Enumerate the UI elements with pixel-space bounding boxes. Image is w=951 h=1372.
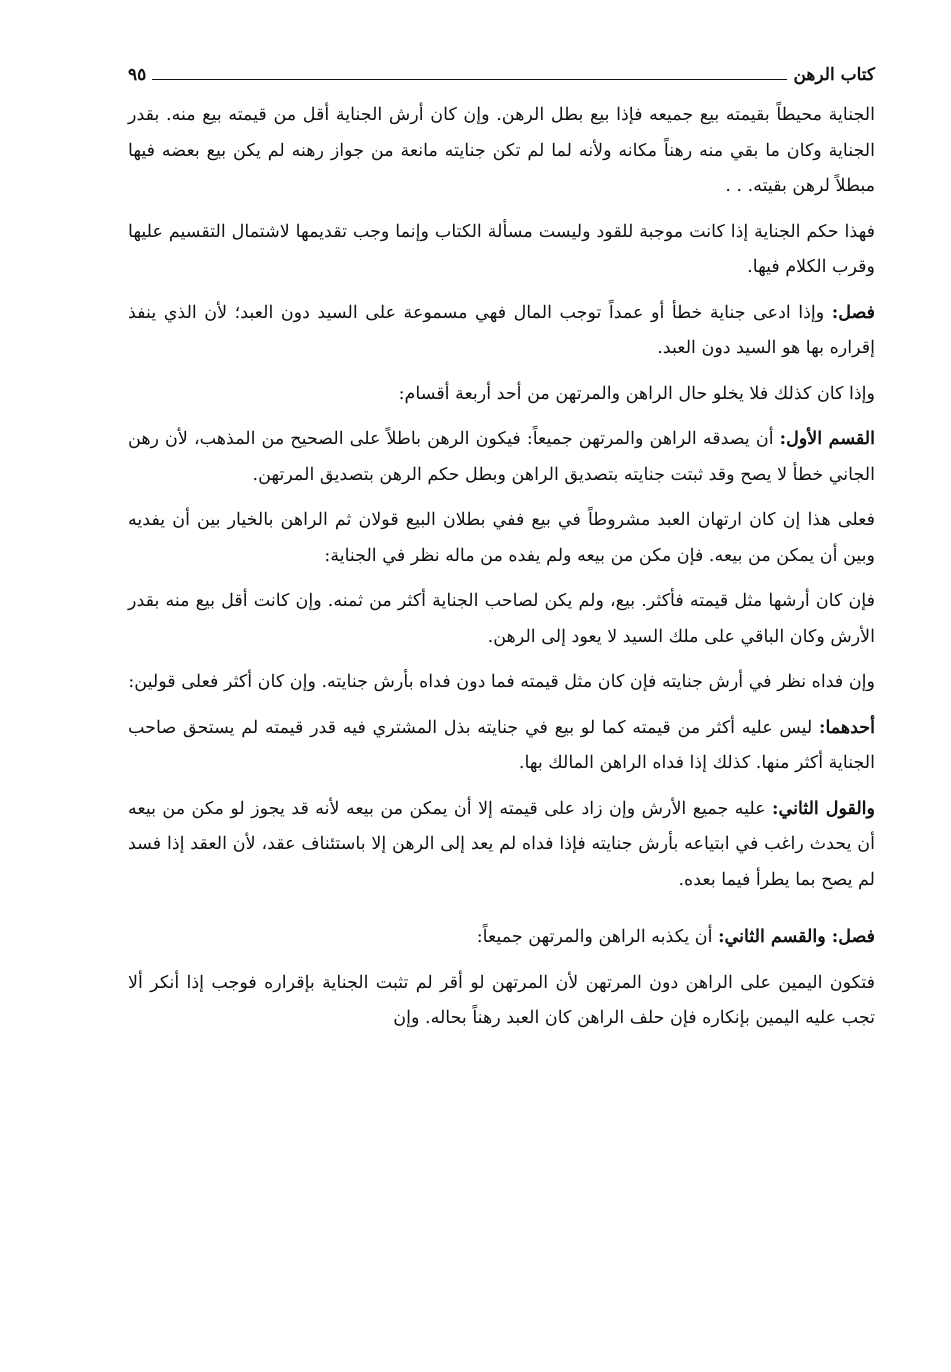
header-rule [152, 79, 787, 80]
paragraph-text: فهذا حكم الجناية إذا كانت موجبة للقود وليست مسألة الكتاب وإنما وجب تقديمها لاشتمال التقسيم عليها وقرب الكلام فيها. [128, 221, 875, 277]
paragraph-text: فعلى هذا إن كان ارتهان العبد مشروطاً في بيع ففي بطلان البيع قولان ثم الراهن بالخيار بين أن يفديه وبين أن يمكن من بيعه. فإن مكن من بيعه ولم يفده من ماله نظر في الجناية: [128, 510, 875, 566]
paragraph-8 [128, 665, 875, 701]
document-page [128, 60, 875, 1350]
paragraph-6 [128, 503, 875, 574]
heading-first-opinion: أحدهما: [818, 717, 875, 738]
paragraph-7 [128, 584, 875, 655]
paragraph-text: فإن كان أرشها مثل قيمته فأكثر. بيع، ولم يكن لصاحب الجناية أكثر من ثمنه. وإن كانت أقل بيع منه بقدر الأرش وكان الباقي على ملك السيد لا يعود إلى الرهن. [128, 591, 875, 647]
paragraph-10 [128, 792, 875, 899]
paragraph-text: أن يكذبه الراهن والمرتهن جميعاً: [476, 927, 719, 947]
page-number: ٩٥ [128, 65, 147, 85]
paragraph-text: وإذا ادعى جناية خطأ أو عمداً توجب المال فهي مسموعة على السيد دون العبد؛ لأن الذي ينفذ إقراره بها هو السيد دون العبد. [128, 302, 875, 358]
paragraph-text: فتكون اليمين على الراهن دون المرتهن لأن المرتهن لو أقر لم تثبت الجناية بإقراره فوجب إذا أنكر ألا تجب عليه اليمين بإنكاره فإن حلف الراهن كان العبد رهناً بحاله. وإن [128, 972, 875, 1028]
paragraph-11 [128, 920, 875, 956]
paragraph-4 [128, 377, 875, 413]
paragraph-text: عليه جميع الأرش وإن زاد على قيمته إلا أن يمكن من بيعه لأنه قد يجوز لو مكن من بيعه أن يحدث راغب في ابتياعه بأرش جنايته فإذا فداه لم يعد إلى الرهن إلا باستئناف عقد، لأن العقد إذا فسد لم يصح بما يطرأ فيما بعده. [128, 798, 875, 890]
paragraph-3 [128, 296, 875, 367]
paragraph-12 [128, 966, 875, 1037]
paragraph-text: الجناية محيطاً بقيمته بيع جميعه فإذا بيع بطل الرهن. وإن كان أرش الجناية أقل من قيمته بيع منه. بقدر الجناية وكان ما بقي منه رهناً مكانه ولأنه لما لم تكن جنايته مانعة من جواز رهنه لم يكن بيع بعضه فيها مبطلاً لرهن بقيته. . . [128, 105, 875, 196]
paragraph-text: أن يصدقه الراهن والمرتهن جميعاً: فيكون الرهن باطلاً على الصحيح من المذهب، لأن رهن الجاني خطأ لا يصح وقد ثبتت جنايته بتصديق الراهن وبطل حكم الرهن بتصديق المرتهن. [128, 429, 875, 485]
paragraph-5 [128, 422, 875, 493]
paragraph-2 [128, 215, 875, 286]
paragraph-text: ليس عليه أكثر من قيمته كما لو بيع في جنايته بذل المشتري فيه قدر قيمته لم يستحق صاحب الجناية أكثر منها. كذلك إذا فداه الراهن المالك بها. [128, 717, 875, 773]
book-title: كتاب الرهن [793, 65, 875, 85]
paragraph-9 [128, 711, 875, 782]
section-heading-fasl: فصل: [831, 302, 875, 323]
section-heading-first-part: القسم الأول: [779, 429, 875, 449]
paragraph-text: وإن فداه نظر في أرش جنايته فإن كان مثل قيمته فما دون فداه بأرش جنايته. وإن كان أكثر فعلى قولين: [128, 672, 875, 692]
body-text [128, 98, 875, 1047]
paragraph-text: وإذا كان كذلك فلا يخلو حال الراهن والمرتهن من أحد أربعة أقسام: [398, 383, 875, 404]
running-header [128, 60, 875, 86]
paragraph-1 [128, 98, 875, 205]
heading-second-opinion: والقول الثاني: [772, 798, 875, 819]
section-heading-second-part: فصل: والقسم الثاني: [718, 927, 875, 947]
